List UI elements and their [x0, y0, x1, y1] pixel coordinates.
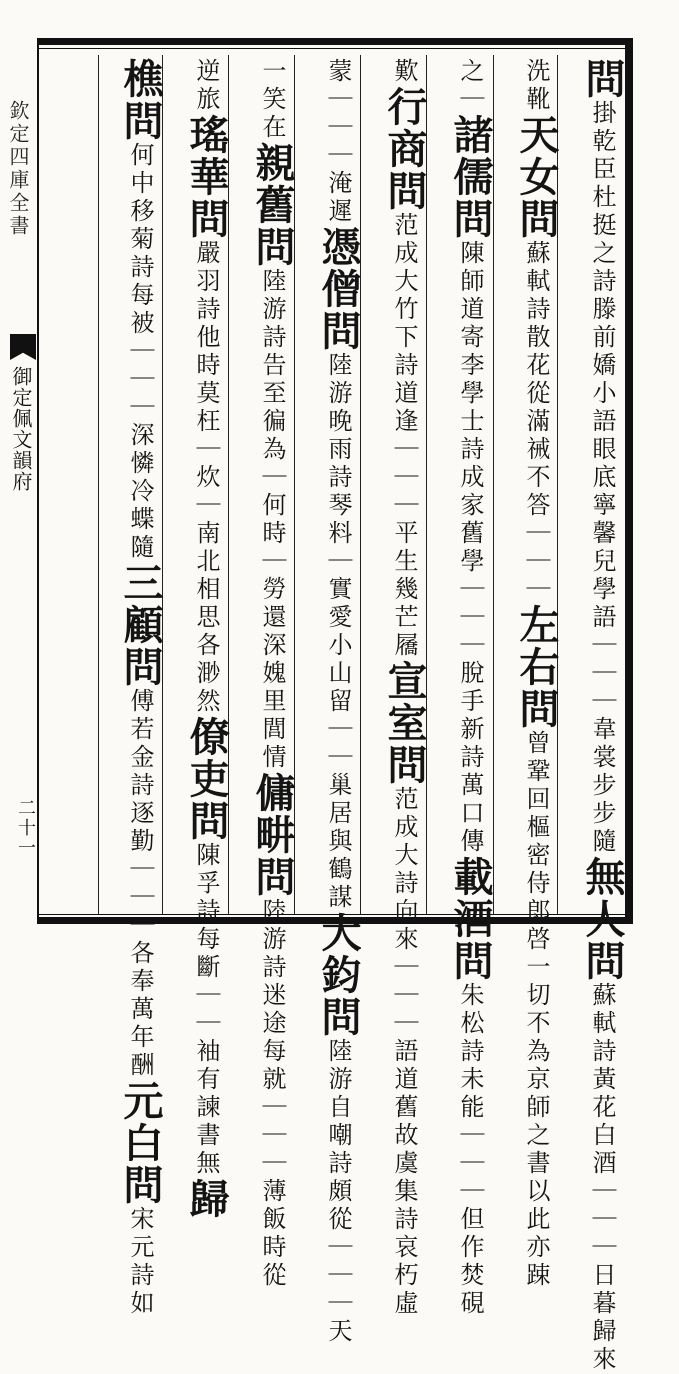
text-column: [500, 58, 560, 1290]
gloss-text: 范成大詩向來｜｜｜語道舊故虞集詩哀朽虛: [390, 786, 418, 1318]
gloss-text: 陳孚詩每斷｜｜袖有諫書無: [192, 842, 220, 1178]
gloss-text: 蒙｜｜｜淹遲: [324, 58, 352, 226]
gloss-text: 朱松詩未能｜｜｜但作焚硯: [456, 982, 484, 1318]
gloss-text: 掛乾臣杜挺之詩滕前嬌小語眼底寧馨兒學語｜｜｜韋裳步步隨: [588, 100, 616, 856]
headword: 左右問: [513, 604, 560, 730]
headword: 傭畊問: [249, 772, 296, 898]
page-number: 二十一: [15, 798, 36, 858]
headword: 宣室問: [381, 660, 428, 786]
top-rule: [37, 48, 633, 49]
margin-strip: [0, 48, 37, 914]
text-column: [368, 58, 428, 1318]
column-divider: [98, 55, 99, 914]
headword: 憑僧問: [315, 226, 362, 352]
column-divider: [360, 55, 361, 914]
headword: 問: [579, 58, 626, 100]
gloss-text: 傅若金詩逐勤｜｜｜各奉萬年酬: [126, 688, 154, 1080]
gloss-text: 陸游自嘲詩頗從｜｜｜天: [324, 1038, 352, 1346]
headword: 瑤華問: [183, 114, 230, 240]
headword: 三顧問: [117, 562, 164, 688]
gloss-text: 陸游晚雨詩琴料｜實愛小山留｜｜巢居與鶴謀: [324, 352, 352, 912]
headword: 樵問: [117, 58, 164, 142]
text-column: [104, 58, 164, 1318]
headword: 僚吏問: [183, 716, 230, 842]
text-column: [170, 58, 230, 1220]
gloss-text: 陸游詩告至徧為｜何時｜勞還深媿里閭情: [258, 268, 286, 772]
gloss-text: 曾鞏回樞密侍郎啓一切不為京師之書以此亦踈: [522, 730, 550, 1290]
gloss-text: 范成大竹下詩道逢｜｜｜平生幾芒屩: [390, 212, 418, 660]
gloss-text: 何中移菊詩每被｜｜｜深憐冷蝶隨: [126, 142, 154, 562]
text-column: [566, 58, 626, 1374]
headword: 大鈞問: [315, 912, 362, 1038]
headword: 歸: [183, 1178, 230, 1220]
gloss-text: 蘇軾詩黃花白酒｜｜｜日暮歸來: [588, 982, 616, 1374]
gloss-text: 蘇軾詩散花從滿祴不答｜｜｜: [522, 240, 550, 604]
text-column: [434, 58, 494, 1318]
headword: 天女問: [513, 114, 560, 240]
text-column: [302, 58, 362, 1346]
margin-book-title: 御定佩文韻府: [9, 366, 33, 492]
gloss-text: 歎: [390, 58, 418, 86]
fish-tail-notch: [10, 348, 36, 360]
gloss-text: 之｜: [456, 58, 484, 114]
headword: 元白問: [117, 1080, 164, 1206]
gloss-text: 陸游詩迷途每就｜｜｜薄飯時從: [258, 898, 286, 1290]
text-column: [236, 58, 296, 1290]
headword: 行商問: [381, 86, 428, 212]
gloss-text: 陳師道寄李學士詩成家舊學｜｜｜脫手新詩萬口傳: [456, 240, 484, 856]
column-divider: [162, 55, 163, 914]
headword: 親舊問: [249, 142, 296, 268]
headword: 載酒問: [447, 856, 494, 982]
gloss-text: 洗靴: [522, 58, 550, 114]
gloss-text: 一笑在: [258, 58, 286, 142]
fish-tail-mark: [10, 334, 36, 348]
headword: 諸儒問: [447, 114, 494, 240]
gloss-text: 逆旅: [192, 58, 220, 114]
margin-title: 欽定四庫全書: [6, 100, 30, 238]
gloss-text: 宋元詩如: [126, 1206, 154, 1318]
headword: 無人問: [579, 856, 626, 982]
gloss-text: 嚴羽詩他時莫枉｜炊｜南北相思各渺然: [192, 240, 220, 716]
